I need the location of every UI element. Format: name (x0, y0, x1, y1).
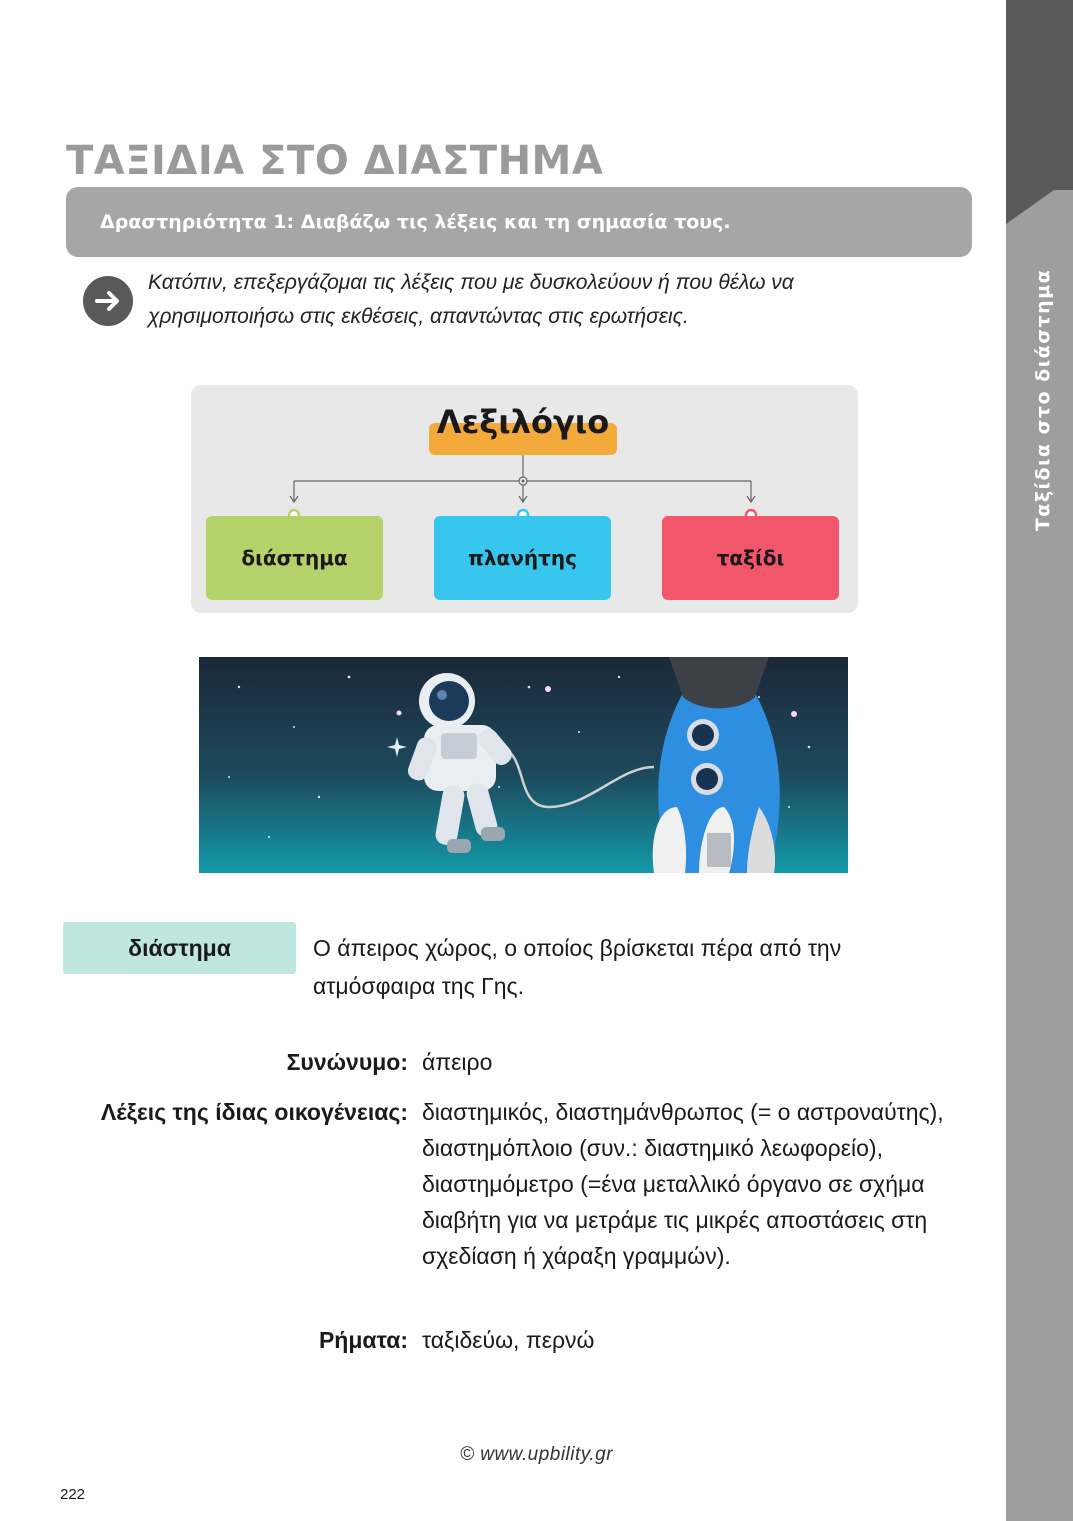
word-card-taxidi: ταξίδι (662, 516, 839, 600)
arrow-right-icon (83, 276, 133, 326)
vocabulary-title: Λεξιλόγιο (429, 401, 617, 455)
page-number: 222 (60, 1486, 86, 1503)
side-tab-top (1006, 0, 1073, 190)
copyright: © www.upbility.gr (459, 1444, 614, 1465)
word-family-row (66, 1094, 967, 1274)
activity-bar (66, 187, 972, 257)
verbs-row (66, 1322, 967, 1358)
word-card-diastima: διάστημα (206, 516, 383, 600)
space-illustration (199, 657, 848, 873)
side-tab-label: Ταξίδια στο διάστημα (1032, 268, 1054, 532)
synonym-label: Συνώνυμο: (286, 1049, 408, 1075)
synonym-row (66, 1044, 967, 1080)
word-family-label: Λέξεις της ίδιας οικογένειας: (100, 1099, 408, 1125)
term-definition: Ο άπειρος χώρος, ο οποίος βρίσκεται πέρα από την ατμόσφαιρα της Γης. (313, 935, 842, 999)
word-family-value: διαστημικός, διαστημάνθρωπος (= ο αστροναύτης), διαστημόπλοιο (συν.: διαστημικό λεωφορείο), διαστημόμετρο (=ένα μεταλλικό όργανο σε σχήμα διαβήτη για να μετράμε τις μικρές αποστάσεις στη σχεδίαση ή χάραξη γραμμών). (422, 1099, 944, 1269)
page-title: ΤΑΞΙΔΙΑ ΣΤΟ ΔΙΑΣΤΗΜΑ (66, 138, 604, 184)
term-box: διάστημα (63, 922, 296, 974)
side-tab-notch (1006, 190, 1054, 224)
verbs-label: Ρήματα: (318, 1327, 408, 1353)
synonym-value: άπειρο (422, 1049, 493, 1075)
word-card-planitis: πλανήτης (434, 516, 611, 600)
verbs-value: ταξιδεύω, περνώ (422, 1327, 595, 1353)
instruction-text: Κατόπιν, επεξεργάζομαι τις λέξεις που με δυσκολεύουν ή που θέλω να χρησιμοποιήσω στις εκθέσεις, απαντώντας στις ερωτήσεις. (148, 271, 794, 328)
activity-label: Δραστηριότητα 1: Διαβάζω τις λέξεις και τη σημασία τους. (100, 211, 731, 233)
